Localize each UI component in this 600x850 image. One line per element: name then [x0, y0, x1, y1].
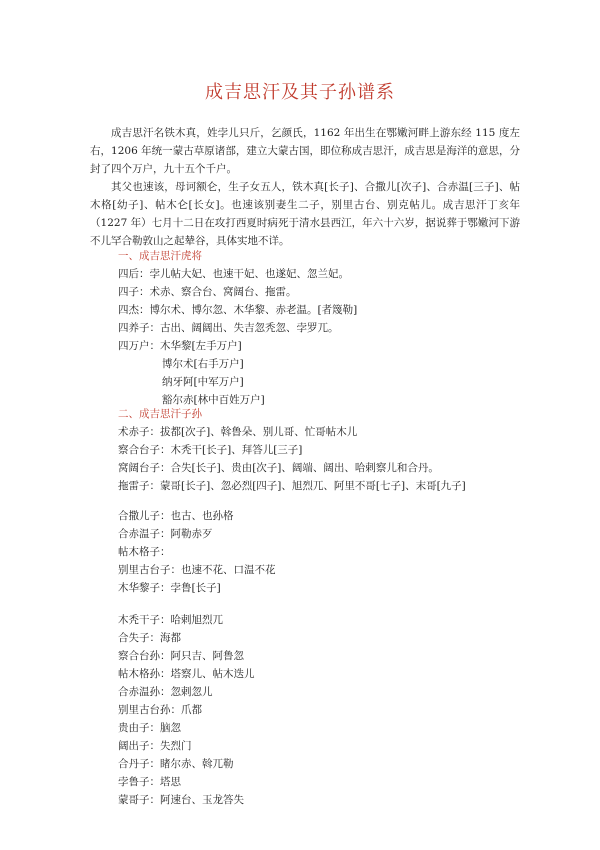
section-line: 豁尔赤[林中百姓万户]	[162, 394, 265, 406]
section-line: 蒙哥子：阿速台、玉龙答失	[118, 794, 244, 806]
section-line: 合赤温孙：忽剌忽儿	[118, 686, 213, 698]
section-heading-descendants: 二、成吉思汗子孙	[118, 408, 202, 420]
intro-text	[90, 124, 520, 250]
section-line: 拖雷子：蒙哥[长子]、忽必烈[四子]、旭烈兀、阿里不哥[七子]、末哥[九子]	[118, 480, 466, 492]
section-line: 四杰：博尔术、博尔忽、木华黎、赤老温。[者篾勒]	[118, 304, 358, 316]
section-line: 窝阔台子：合失[长子]、贵由[次子]、阔端、阔出、哈剌察儿和合丹。	[118, 462, 439, 474]
section-line: 察合台孙：阿只吉、阿鲁忽	[118, 650, 244, 662]
section-line: 四养子：古出、阔阔出、失吉忽秃忽、孛罗兀。	[118, 322, 339, 334]
page-title: 成吉思汗及其子孙谱系	[205, 82, 395, 103]
section-line: 术赤子：拔都[次子]、斡鲁朵、别儿哥、忙哥帖木儿	[118, 426, 358, 438]
section-line: 帖木格孙：塔察儿、帖木迭儿	[118, 668, 255, 680]
section-line: 别里古台孙：爪都	[118, 704, 202, 716]
intro-paragraph: 成吉思汗名铁木真，姓孛儿只斤，乞颜氏，1162 年出生在鄂嫩河畔上游东经 115 度左右，1206 年统一蒙古草原诸部，建立大蒙古国，即位称成吉思汗，成吉思是海洋的意思，分封了四个万户，九十五个千户。	[90, 127, 520, 175]
intro-paragraph: 其父也速该，母诃额仑，生子女五人，铁木真[长子]、合撒儿[次子]、合赤温[三子]、帖木格[幼子]、帖木仑[长女]。也速该别妻生二子，别里古台、别克帖儿。成吉思汗丁亥年（1227 年）七月十二日在攻打西夏时病死于清水县西江，年六十六岁，据说葬于鄂嫩河下游不儿罕合勒敦山之起辇谷，具体实地不详。	[90, 181, 520, 247]
section-line: 木秃干子：哈剌旭烈兀	[118, 614, 223, 626]
section-line: 贵由子：脑忽	[118, 722, 181, 734]
section-line: 纳牙阿[中军万户]	[162, 376, 244, 388]
section-line: 博尔术[右手万户]	[162, 358, 244, 370]
section-line: 察合台子：木秃干[长子]、拜答儿[三子]	[118, 444, 303, 456]
section-line: 合撒儿子：也古、也孙格	[118, 510, 234, 522]
section-line: 四万户：木华黎[左手万户]	[118, 340, 242, 352]
section-line: 合丹子：睹尔赤、斡兀勒	[118, 758, 234, 770]
section-line: 孛鲁子：塔思	[118, 776, 181, 788]
section-line: 阔出子：失烈门	[118, 740, 192, 752]
section-line: 合失子：海都	[118, 632, 181, 644]
section-line: 别里古台子：也速不花、口温不花	[118, 564, 276, 576]
section-line: 帖木格子：	[118, 546, 171, 558]
section-line: 合赤温子：阿勒赤歹	[118, 528, 213, 540]
section-heading-generals: 一、成吉思汗虎将	[118, 250, 202, 262]
section-line: 木华黎子：孛鲁[长子]	[118, 582, 221, 594]
section-line: 四后：孛儿帖大妃、也速干妃、也遂妃、忽兰妃。	[118, 268, 349, 280]
section-line: 四子：术赤、察合台、窝阔台、拖雷。	[118, 286, 297, 298]
